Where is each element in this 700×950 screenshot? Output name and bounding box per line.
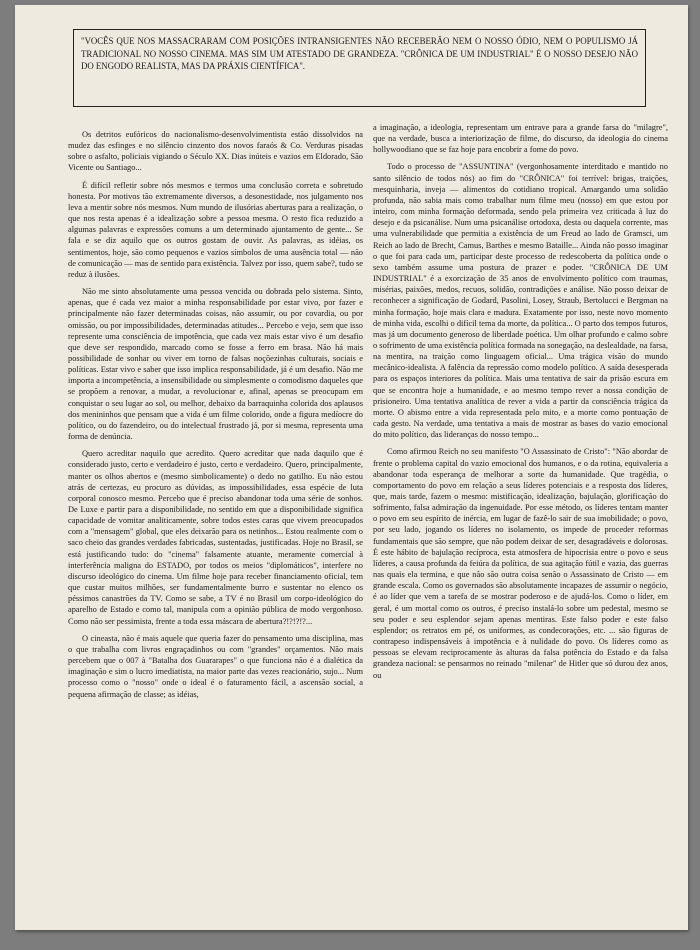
paragraph: Não me sinto absolutamente uma pessoa vencida ou dobrada pelo sistema. Sinto, apenas, que é cada vez maior a minha responsabilidade por estar vivo, por fazer e principalmente não fazer determinadas coisas, não assumir, ou por covardia, ou por omissão, ou por impossibilidades, determinadas atitudes... Percebo e vejo, sem que isso represente uma consciência de impotência, que cada vez mais estar vivo é um desafio que deve ser respondido, marcado como se fosse a ferro em brasa. Não há mais possibilidade de sonhar ou viver em torno de falsas noçõezinhas culturais, sociais e políticas. Estar vivo e saber que isso implica responsabilidade, já é um desafio. Não me importa a incompetência, a insensibilidade ou simplesmente o comodismo daqueles que se propõem a renovar, a mudar, a revolucionar e, afinal, apenas se preocupam em conquistar o seu lugar ao sol, ou melhor, debaixo da barraquinha colorida dos aplausos dos menininhos que pensam que a vida é um filme colorido, onde a figura medíocre do político, ou do fazendeiro, ou do intelectual frustrado já, por si mesma, representa uma forma de denúncia. (68, 287, 363, 442)
paragraph: Os detritos eufóricos do nacionalismo-desenvolvimentista estão dissolvidos na mudez das esfinges e no silêncio cinzento dos novos faraós & Co. Verduras pisadas sobre o asfalto, policiais vigiando o Século XX. Dias inúteis e vazios em Eldorado, São Vicente ou Santiago... (68, 130, 363, 173)
left-column (68, 129, 363, 706)
header-quote: "VOCÊS QUE NOS MASSACRARAM COM POSIÇÕES INTRANSIGENTES NÃO RECEBERÃO NEM O NOSSO ÓDIO, NEM O POPULISMO JÁ TRADICIONAL NO NOSSO CINEMA. MAS SIM UM ATESTADO DE GRANDEZA. "CRÔNICA DE UM INDUSTRIAL" É O NOSSO DESEJO NÃO DO ENGODO REALISTA, MAS DA PRÁXIS CIENTÍFICA". (81, 36, 638, 72)
paragraph: a imaginação, a ideologia, representam um entrave para a grande farsa do "milagre", que na verdade, busca a interiorização de filme, do discurso, da ideologia do cinema hollywoodiano que se faz hoje para encobrir a fome do povo. (373, 123, 668, 155)
paragraph: Como afirmou Reich no seu manifesto "O Assassinato de Cristo": "Não abordar de frente o problema capital do vazio emocional dos humanos, e o da rotina, equivaleria a abandonar toda esperança de melhorar a sorte da humanidade. Que tragédia, o comportamento do povo em relação a seus líderes potenciais e a resposta dos líderes, que, mais tarde, fazem o mesmo: mistificação, idealização, bajulação, glorificação do sofrimento, falsa admiração da ingenuidade. Por esse método, os líderes tentam manter o povo em seu espírito de inércia, em lugar de fazê-lo sair de sua imobilidade; o povo, por seu lado, jogando os líderes no isolamento, os impede de proceder reformas fundamentais que são sempre, que não podem deixar de ser, desagradáveis e dolorosas. É este hábito de bajulação recíproca, esta atmosfera de hipocrisia entre o povo e seus líderes, a causa profunda da feiúra da política, de sua agitação fútil e vazia, das guerras nas quais ela termina, e que não são outra coisa senão o Assassinato de Cristo — em grande escala. Como os governados são absolutamente incapazes de assumir o negócio, é ao líder que vem a tarefa de se mostrar poderoso e de ajudá-los. Como o líder, em geral, é um mortal como os outros, é preciso instalá-lo sobre um pedestal, mesmo se seu poder e seu esplendor sejam apenas mentiras. Este falso poder e este falso esplendor; os retratos em pé, os uniformes, as condecorações, etc. ... são figuras de contrapeso indispensáveis à impotência e à nulidade do povo. Os líderes como as pessoas se elevam reciprocamente às alturas da falsa potência do Estado e da falsa grandeza nacional: se pensarmos no reinado "milenar" de Hitler que só durou dez anos, ou (373, 447, 668, 680)
header-quote-box (73, 29, 646, 107)
paragraph: Todo o processo de "ASSUNTINA" (vergonhosamente interditado e mantido no santo silêncio de todos nós) ao fim do "CRÔNICA" foi terrível: brigas, traições, mesquinharia, inveja — alimentos do cotidiano tropical. Amargando uma solidão profunda, não sabia mais como trabalhar num filme meu (nosso) em que estou por inteiro, com minha formação deformada, sendo pela primeira vez criticada à luz do desejo e da psicanálise. Num uma psicanálise ortodoxa, desta ou daquela corrente, mas uma vulnerabilidade que permitia a existência de um Freud ao lado de Gramsci, um Reich ao lado de Brecht, Camus, Barthes e mesmo Bataille... Ainda não posso imaginar o que foi para cada um, participar deste processo de redescoberta da política onde o sexo também assume uma postura de prazer e poder. "CRÔNICA DE UM INDUSTRIAL" é a exorcização de 35 anos de envolvimento político com traumas, misérias, paixões, medos, recuos, solidão, contradições e análise. Não posso deixar de reconhecer a significação de Godard, Pasolini, Losey, Straub, Bertolucci e Bergman na minha formação, hoje mais clara e madura. Exatamente por isso, neste novo momento de minha vida, escolhi o difícil tema da morte, da política... O parto dos tempos futuros, mas já um documento generoso de liberdade poética. Um olhar profundo e calmo sobre o sofrimento de uma existência política formada na sonegação, na deslealdade, na farsa, na mentira, na traição como linguagem oficial... Uma trágica visão do mundo mecânico-idealista. A falência da repressão como modelo político. A saída desesperada para os espaços interiores da política. Mais uma tentativa de sair da prisão escura em que se encontra hoje a humanidade, e ao mesmo tempo rever a nossa condição de prisioneiro. Uma tentativa analítica de rever a vida a partir da consciência trágica da morte. O abismo entre a vida representada pelo mito, e a morte como pontuação de cada gesto. Na verdade, uma tentativa a mais de mostrar as bases do vazio emocional do mito político, das lideranças do nosso tempo... (373, 162, 668, 440)
paragraph: O cineasta, não é mais aquele que queria fazer do pensamento uma disciplina, mas o que trabalha com livros engraçadinhos ou com "grandes" orçamentos. Não mais percebem que o 007 à "Batalha dos Guararapes" o que funciona não é a dialética da imaginação e sim o lucro imediatista, na maior parte das vezes reacionário, sujo... Num processo como o "nosso" onde o ideal é o faturamento fácil, a ascensão social, a pequena afirmação de classe; as idéias, (68, 633, 363, 699)
paragraph: É difícil refletir sobre nós mesmos e termos uma conclusão correta e sobretudo honesta. Por motivos tão extremamente diversos, a desonestidade, nos julgamento nos leva a mentir sobre nós mesmos. Num mundo de ilusórias aberturas para a realização, o que nos resta apenas é a idealização sobre a pessoa mesma. O resto fica reduzido a algumas palavras e expressões comuns a um determinado ajuntamento de gente... Se fala e se diz aquilo que os outros gostam de ouvir. As palavras, as idéias, os sentimentos, hoje, são como pequenos e vazios símbolos de uma ausência total — não de comunicação — mas de sentido para existência. Talvez por isso, quem sabe?, tudo se reduz à ilusões. (68, 180, 363, 279)
right-column (373, 122, 668, 687)
paragraph: Quero acreditar naquilo que acredito. Quero acreditar que nada daquilo que é considerado justo, certo e verdadeiro é justo, certo e verdadeiro. Quero, principalmente, manter os olhos abertos e (mesmo simbolicamente) o dedo no gatilho. Eu não estou atrás de certezas, eu procuro as dúvidas, as impossibilidades, essa espécie de luta corporal conosco mesmo. Percebo que é preciso abandonar toda uma série de sonhos. De Luxe e partir para a disponibilidade, no sentido em que a disponibilidade significa capacidade de vomitar analiticamente, sobre todos estes caras que vivem preocupados com a "mensagem" global, que eles deixarão para os netinhos... Estou realmente com o saco cheio das grandes verdades fabricadas, sustentadas, justificadas. Hoje no Brasil, se está justificando tudo: do "cinema" falsamente atuante, meramente comercial à interferência maligna do ESTADO, por todos os meios "diplomáticos", interfere no discurso ideológico do cinema. Um filme hoje para receber financiamento oficial, tem que custar muitos milhões, ser fundamentalmente burro e sustentar no elenco os péssimos canastrões da TV. Como se sabe, a TV é no Brasil um corpo-ideológico do aparelho de Estado e como tal, manipula com a opinião pública de modo vergonhoso. Como não ser pessimista, frente a toda essa máscara de abertura?!?!?!?... (68, 449, 363, 626)
document-page (15, 5, 688, 930)
